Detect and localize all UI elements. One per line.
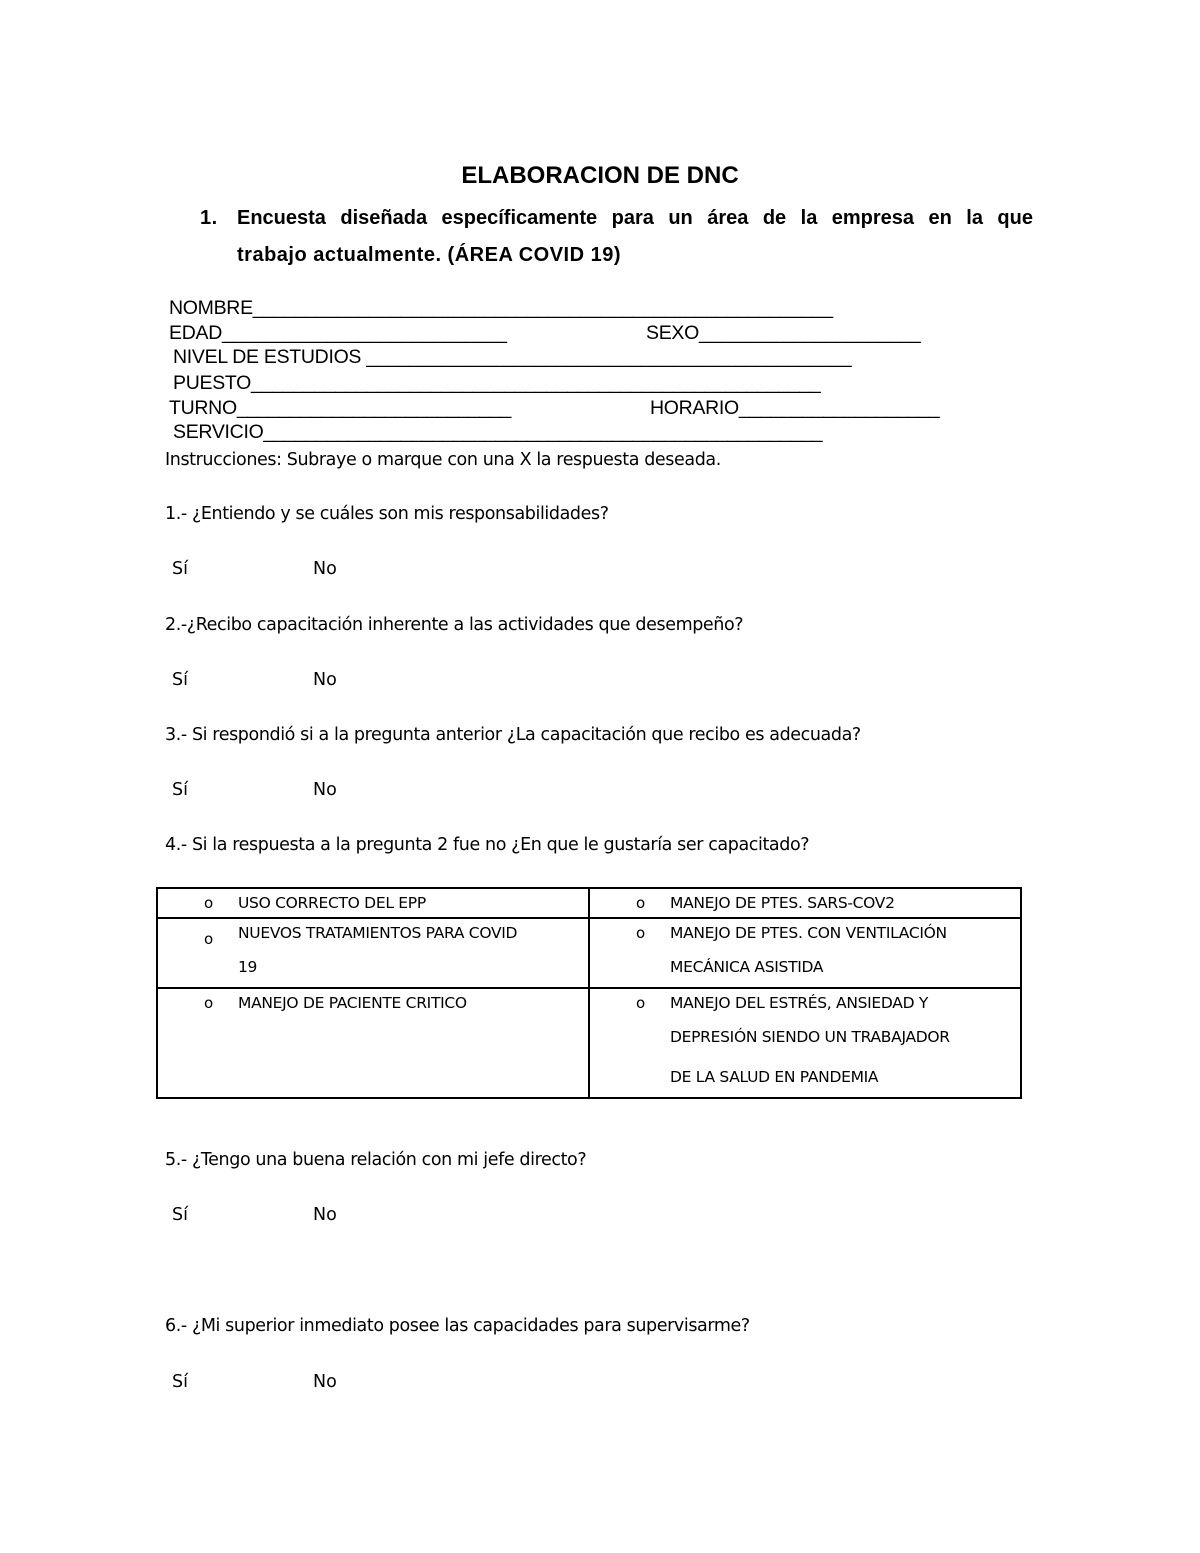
option-cell[interactable] — [589, 988, 1021, 1098]
bullet-icon: o — [636, 924, 645, 942]
answer-no-1[interactable]: No — [313, 559, 337, 579]
bullet-icon: o — [204, 994, 213, 1012]
question-2: 2.-¿Recibo capacitación inherente a las actividades que desempeño? — [165, 615, 744, 635]
answer-yes-6[interactable]: Sí — [172, 1372, 188, 1392]
bullet-icon: o — [636, 894, 645, 912]
option-text-cont: DE LA SALUD EN PANDEMIA — [670, 1068, 879, 1086]
bullet-icon: o — [636, 994, 645, 1012]
answer-no-3[interactable]: No — [313, 780, 337, 800]
answer-yes-3[interactable]: Sí — [172, 780, 188, 800]
answer-yes-1[interactable]: Sí — [172, 559, 188, 579]
option-text: MANEJO DE PTES. CON VENTILACIÓN — [670, 924, 947, 942]
bullet-icon: o — [204, 894, 213, 912]
field-turno[interactable]: TURNO__________________________ — [169, 397, 511, 419]
option-text: MANEJO DE PTES. SARS-COV2 — [670, 894, 895, 912]
option-cell[interactable] — [157, 918, 589, 988]
field-puesto[interactable]: PUESTO______________________________________________________ — [173, 372, 821, 394]
instructions: Instrucciones: Subraye o marque con una X la respuesta deseada. — [165, 450, 721, 470]
field-horario[interactable]: HORARIO___________________ — [650, 397, 940, 419]
bullet-icon: o — [204, 930, 213, 948]
table-row — [157, 988, 1021, 1098]
option-text: MANEJO DE PACIENTE CRITICO — [238, 994, 467, 1012]
option-text: NUEVOS TRATAMIENTOS PARA COVID — [238, 924, 518, 942]
field-nivel-estudios[interactable]: NIVEL DE ESTUDIOS ______________________________________________ — [173, 346, 852, 368]
table-row — [157, 888, 1021, 918]
question-4: 4.- Si la respuesta a la pregunta 2 fue no ¿En que le gustaría ser capacitado? — [165, 835, 810, 855]
question-6: 6.- ¿Mi superior inmediato posee las capacidades para supervisarme? — [165, 1316, 750, 1336]
subtitle-number: 1. — [200, 207, 218, 229]
question-3: 3.- Si respondió si a la pregunta anterior ¿La capacitación que recibo es adecuada? — [165, 725, 861, 745]
answer-no-6[interactable]: No — [313, 1372, 337, 1392]
option-text: MANEJO DEL ESTRÉS, ANSIEDAD Y — [670, 994, 929, 1012]
answer-no-5[interactable]: No — [313, 1205, 337, 1225]
option-text-cont: 19 — [238, 958, 258, 976]
field-nombre[interactable]: NOMBRE_______________________________________________________ — [169, 297, 833, 319]
answer-no-2[interactable]: No — [313, 670, 337, 690]
table-row — [157, 918, 1021, 988]
question-5: 5.- ¿Tengo una buena relación con mi jefe directo? — [165, 1150, 587, 1170]
answer-yes-2[interactable]: Sí — [172, 670, 188, 690]
option-text: USO CORRECTO DEL EPP — [238, 894, 426, 912]
field-sexo[interactable]: SEXO_____________________ — [646, 322, 921, 344]
option-text-cont: MECÁNICA ASISTIDA — [670, 958, 824, 976]
subtitle-line-2: trabajo actualmente. (ÁREA COVID 19) — [237, 244, 622, 266]
option-cell[interactable] — [157, 888, 589, 918]
option-text-cont: DEPRESIÓN SIENDO UN TRABAJADOR — [670, 1028, 950, 1046]
subtitle-line-1: Encuesta diseñada específicamente para un área de la empresa en la que — [237, 207, 1033, 229]
options-table — [156, 887, 1022, 1099]
document-title: ELABORACION DE DNC — [461, 162, 739, 189]
question-1: 1.- ¿Entiendo y se cuáles son mis responsabilidades? — [165, 504, 609, 524]
option-cell[interactable] — [589, 888, 1021, 918]
field-edad[interactable]: EDAD___________________________ — [169, 322, 507, 344]
answer-yes-5[interactable]: Sí — [172, 1205, 188, 1225]
field-servicio[interactable]: SERVICIO_____________________________________________________ — [173, 421, 823, 443]
option-cell[interactable] — [157, 988, 589, 1098]
option-cell[interactable] — [589, 918, 1021, 988]
